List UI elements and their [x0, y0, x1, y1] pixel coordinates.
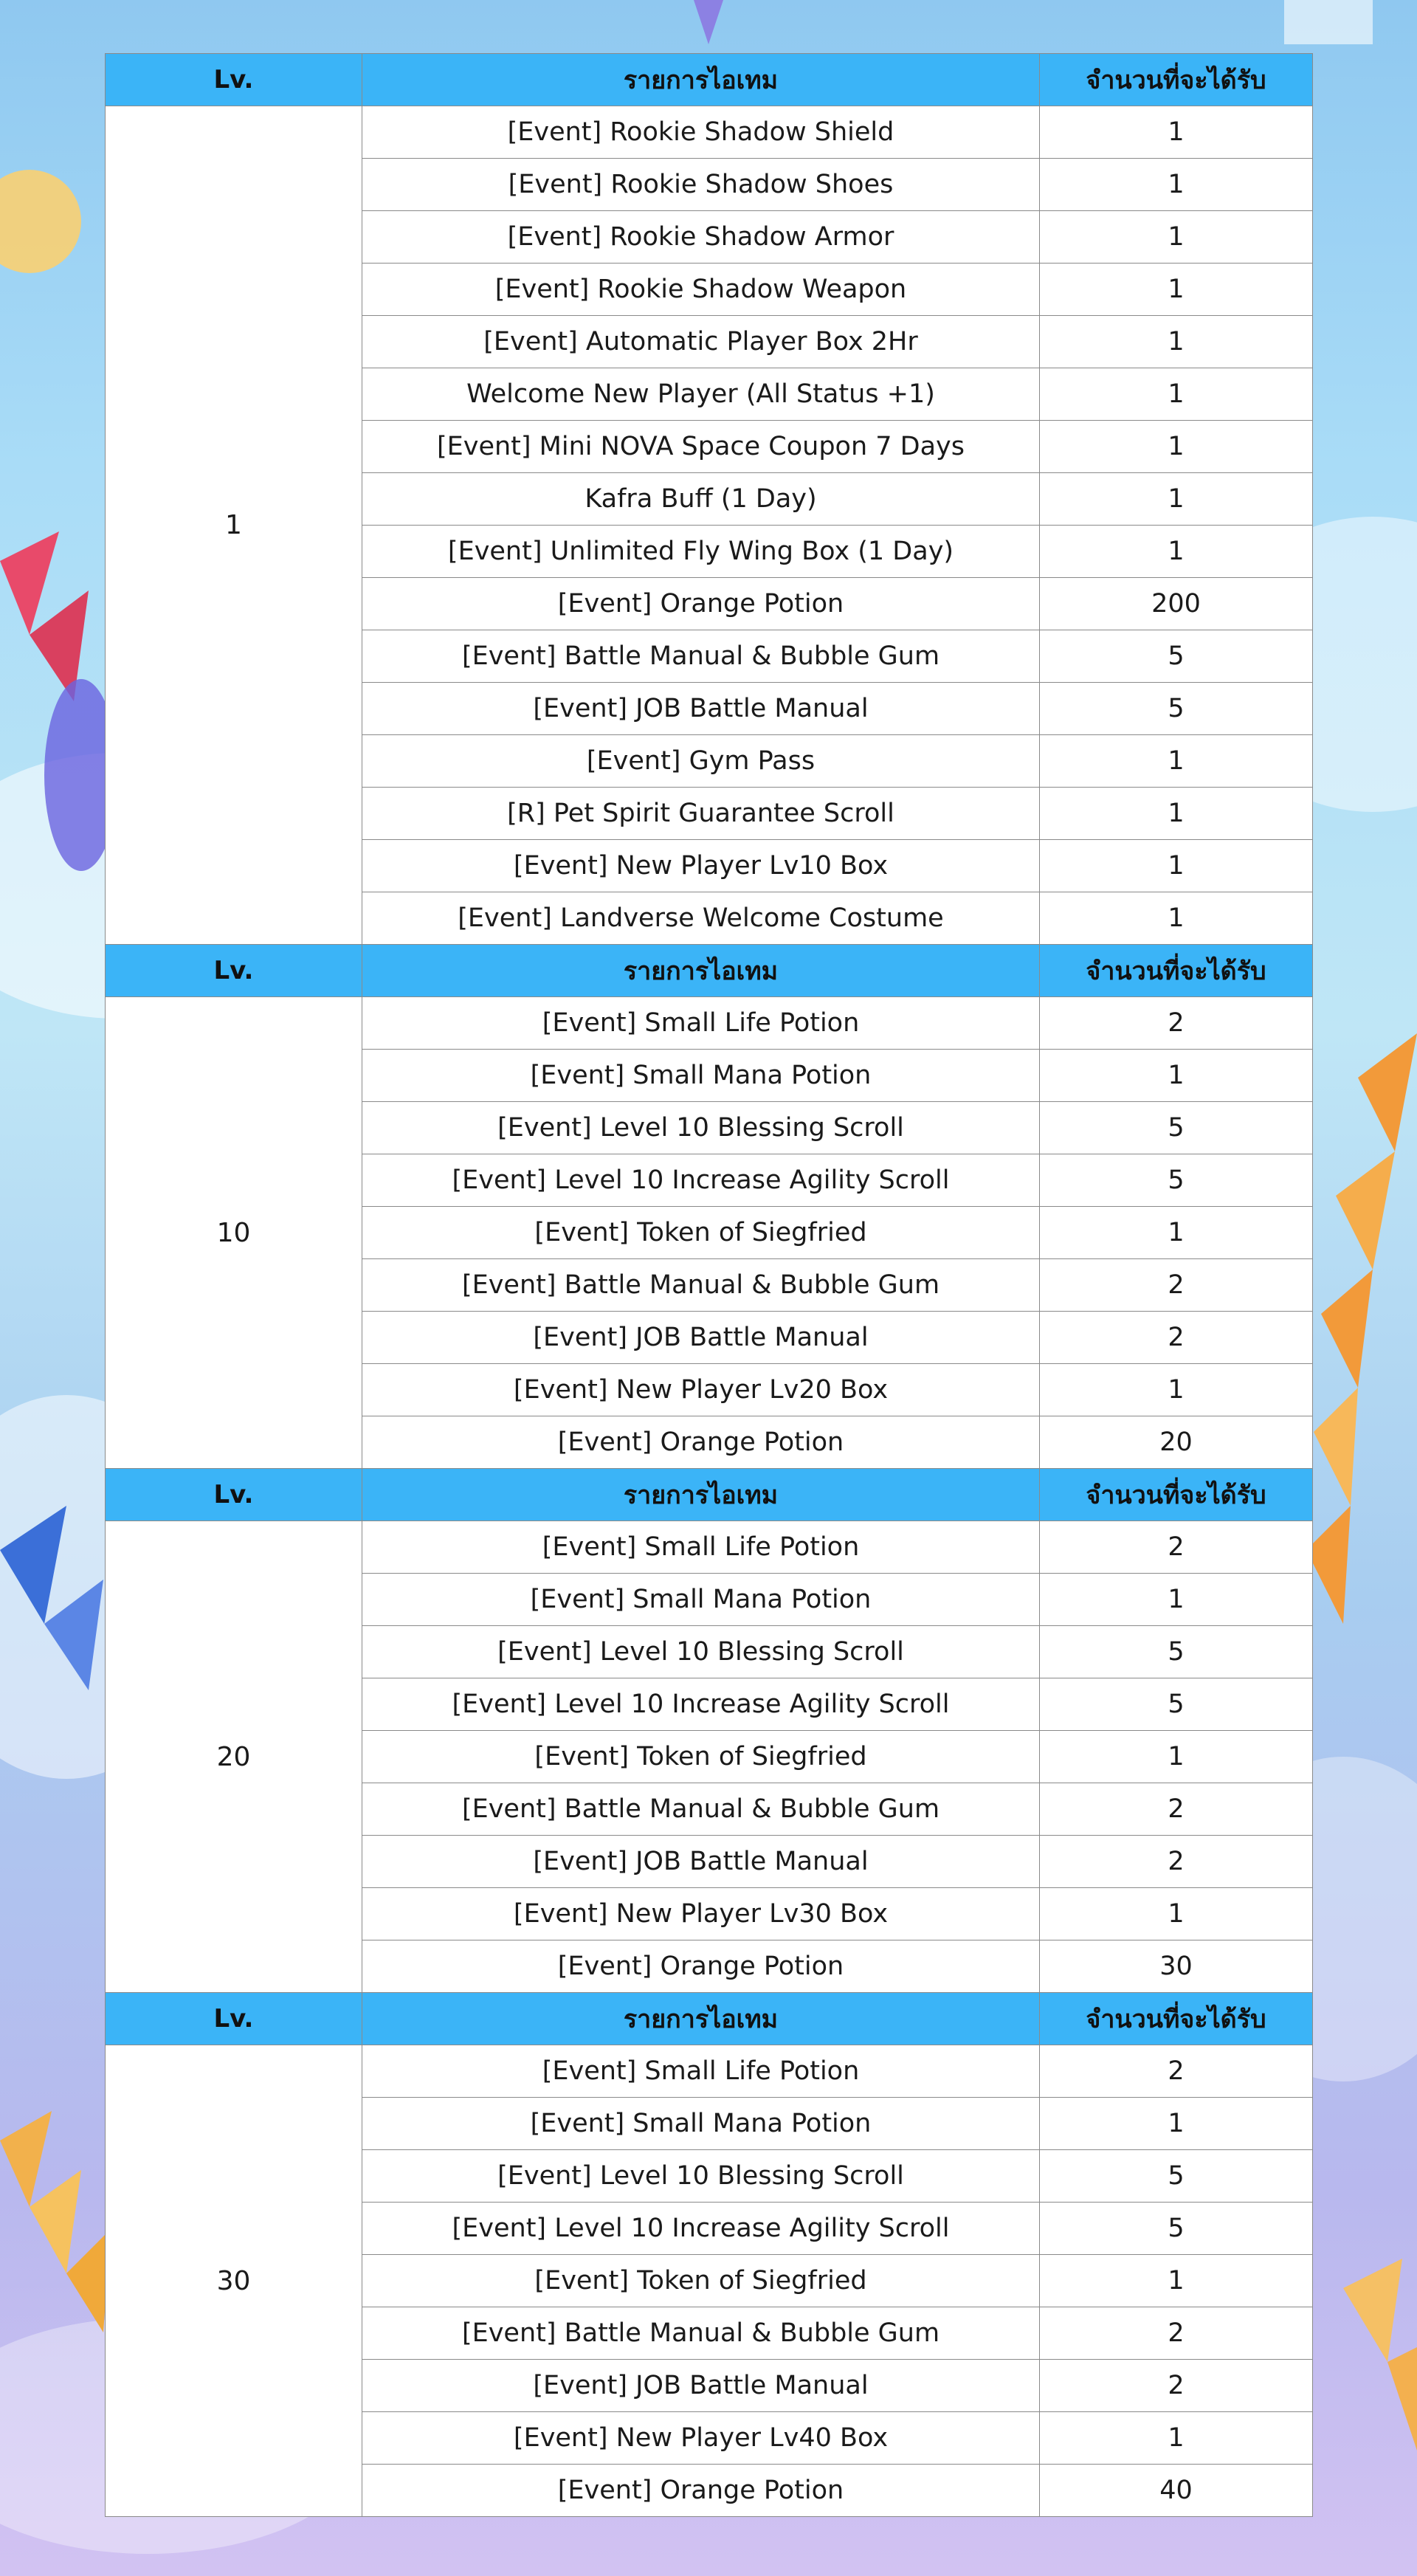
item-name: [Event] Orange Potion: [362, 1416, 1040, 1469]
header-level-label: Lv.: [106, 945, 362, 997]
header-quantity-label: จำนวนที่จะได้รับ: [1040, 1469, 1313, 1521]
level-rewards-table: [105, 53, 1313, 2517]
header-item-label: รายการไอเทม: [362, 1993, 1040, 2045]
item-quantity: 1: [1040, 106, 1313, 159]
item-quantity: 5: [1040, 2150, 1313, 2203]
item-quantity: 2: [1040, 997, 1313, 1050]
table-row: [106, 106, 1313, 159]
item-quantity: 1: [1040, 788, 1313, 840]
header-quantity-label: จำนวนที่จะได้รับ: [1040, 54, 1313, 106]
section-header-row: [106, 945, 1313, 997]
item-quantity: 5: [1040, 1154, 1313, 1207]
level-value: 1: [106, 106, 362, 945]
item-quantity: 2: [1040, 1521, 1313, 1574]
item-name: [Event] New Player Lv30 Box: [362, 1888, 1040, 1940]
item-quantity: 2: [1040, 1836, 1313, 1888]
item-quantity: 1: [1040, 2412, 1313, 2465]
item-name: [Event] Landverse Welcome Costume: [362, 892, 1040, 945]
header-item-label: รายการไอเทม: [362, 1469, 1040, 1521]
header-level-label: Lv.: [106, 54, 362, 106]
item-quantity: 20: [1040, 1416, 1313, 1469]
item-quantity: 1: [1040, 1574, 1313, 1626]
item-name: [Event] Level 10 Increase Agility Scroll: [362, 2203, 1040, 2255]
item-name: [Event] Level 10 Blessing Scroll: [362, 1102, 1040, 1154]
item-name: [Event] Unlimited Fly Wing Box (1 Day): [362, 526, 1040, 578]
header-item-label: รายการไอเทม: [362, 945, 1040, 997]
item-name: [Event] Rookie Shadow Shield: [362, 106, 1040, 159]
item-name: [Event] Gym Pass: [362, 735, 1040, 788]
item-quantity: 1: [1040, 892, 1313, 945]
header-quantity-label: จำนวนที่จะได้รับ: [1040, 945, 1313, 997]
item-quantity: 5: [1040, 683, 1313, 735]
section-header-row: [106, 1993, 1313, 2045]
item-name: [Event] Rookie Shadow Weapon: [362, 264, 1040, 316]
item-name: [Event] Rookie Shadow Shoes: [362, 159, 1040, 211]
level-value: 10: [106, 997, 362, 1469]
item-name: [Event] Level 10 Blessing Scroll: [362, 1626, 1040, 1678]
rewards-table-body: [106, 54, 1313, 2517]
item-quantity: 2: [1040, 2360, 1313, 2412]
item-name: [Event] Orange Potion: [362, 578, 1040, 630]
item-quantity: 1: [1040, 264, 1313, 316]
item-quantity: 2: [1040, 1259, 1313, 1312]
item-quantity: 2: [1040, 2307, 1313, 2360]
item-name: [Event] Orange Potion: [362, 1940, 1040, 1993]
header-quantity-label: จำนวนที่จะได้รับ: [1040, 1993, 1313, 2045]
item-name: [Event] Small Mana Potion: [362, 1574, 1040, 1626]
item-quantity: 1: [1040, 1207, 1313, 1259]
item-quantity: 1: [1040, 211, 1313, 264]
item-quantity: 5: [1040, 1102, 1313, 1154]
item-quantity: 1: [1040, 2098, 1313, 2150]
item-name: [Event] Token of Siegfried: [362, 1731, 1040, 1783]
item-quantity: 2: [1040, 2045, 1313, 2098]
item-quantity: 2: [1040, 1312, 1313, 1364]
item-quantity: 1: [1040, 421, 1313, 473]
item-quantity: 1: [1040, 316, 1313, 368]
item-name: [R] Pet Spirit Guarantee Scroll: [362, 788, 1040, 840]
item-name: [Event] New Player Lv10 Box: [362, 840, 1040, 892]
section-header-row: [106, 54, 1313, 106]
item-name: [Event] Level 10 Blessing Scroll: [362, 2150, 1040, 2203]
item-name: [Event] New Player Lv40 Box: [362, 2412, 1040, 2465]
header-level-label: Lv.: [106, 1469, 362, 1521]
section-header-row: [106, 1469, 1313, 1521]
item-name: [Event] JOB Battle Manual: [362, 683, 1040, 735]
item-name: Welcome New Player (All Status +1): [362, 368, 1040, 421]
table-row: [106, 1521, 1313, 1574]
item-quantity: 1: [1040, 1364, 1313, 1416]
item-quantity: 40: [1040, 2465, 1313, 2517]
level-value: 20: [106, 1521, 362, 1993]
item-name: [Event] Token of Siegfried: [362, 2255, 1040, 2307]
item-quantity: 1: [1040, 473, 1313, 526]
item-name: [Event] Battle Manual & Bubble Gum: [362, 1783, 1040, 1836]
item-quantity: 1: [1040, 1731, 1313, 1783]
header-item-label: รายการไอเทม: [362, 54, 1040, 106]
item-quantity: 30: [1040, 1940, 1313, 1993]
item-quantity: 5: [1040, 1678, 1313, 1731]
item-name: [Event] Small Life Potion: [362, 1521, 1040, 1574]
table-row: [106, 997, 1313, 1050]
item-name: [Event] Level 10 Increase Agility Scroll: [362, 1678, 1040, 1731]
rewards-table-container: [105, 53, 1312, 2517]
item-name: [Event] JOB Battle Manual: [362, 2360, 1040, 2412]
item-quantity: 5: [1040, 630, 1313, 683]
item-name: Kafra Buff (1 Day): [362, 473, 1040, 526]
item-name: [Event] JOB Battle Manual: [362, 1312, 1040, 1364]
item-name: [Event] New Player Lv20 Box: [362, 1364, 1040, 1416]
item-name: [Event] Orange Potion: [362, 2465, 1040, 2517]
item-quantity: 200: [1040, 578, 1313, 630]
header-level-label: Lv.: [106, 1993, 362, 2045]
item-name: [Event] Small Mana Potion: [362, 1050, 1040, 1102]
item-quantity: 1: [1040, 735, 1313, 788]
item-name: [Event] Mini NOVA Space Coupon 7 Days: [362, 421, 1040, 473]
item-name: [Event] Small Life Potion: [362, 997, 1040, 1050]
item-name: [Event] Small Life Potion: [362, 2045, 1040, 2098]
item-quantity: 5: [1040, 2203, 1313, 2255]
item-quantity: 1: [1040, 526, 1313, 578]
item-name: [Event] Automatic Player Box 2Hr: [362, 316, 1040, 368]
item-quantity: 1: [1040, 1050, 1313, 1102]
item-quantity: 1: [1040, 1888, 1313, 1940]
item-name: [Event] Battle Manual & Bubble Gum: [362, 2307, 1040, 2360]
item-quantity: 1: [1040, 840, 1313, 892]
item-name: [Event] Rookie Shadow Armor: [362, 211, 1040, 264]
level-value: 30: [106, 2045, 362, 2517]
item-name: [Event] Battle Manual & Bubble Gum: [362, 1259, 1040, 1312]
item-quantity: 1: [1040, 368, 1313, 421]
item-quantity: 5: [1040, 1626, 1313, 1678]
item-name: [Event] Battle Manual & Bubble Gum: [362, 630, 1040, 683]
item-quantity: 1: [1040, 159, 1313, 211]
table-row: [106, 2045, 1313, 2098]
item-quantity: 1: [1040, 2255, 1313, 2307]
item-quantity: 2: [1040, 1783, 1313, 1836]
item-name: [Event] Small Mana Potion: [362, 2098, 1040, 2150]
item-name: [Event] Token of Siegfried: [362, 1207, 1040, 1259]
item-name: [Event] Level 10 Increase Agility Scroll: [362, 1154, 1040, 1207]
item-name: [Event] JOB Battle Manual: [362, 1836, 1040, 1888]
